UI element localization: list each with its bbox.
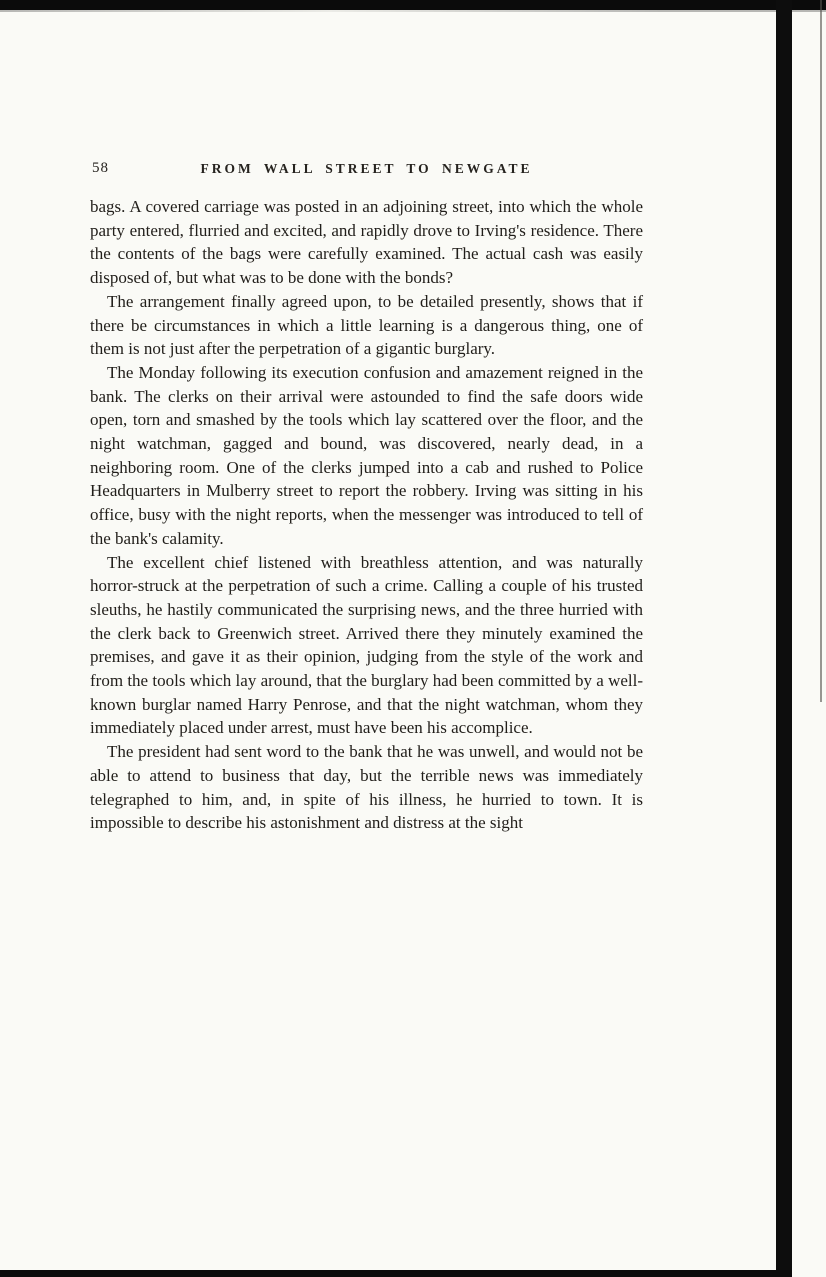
scan-edge-bottom [0, 1270, 792, 1277]
running-header [90, 158, 643, 180]
paragraph-3: The Monday following its execution confusion and amazement reigned in the bank. The clerks on their arrival were astounded to find the safe doors wide open, torn and smashed by the tools which lay scattered over the floor, and the night watchman, gagged and bound, was discovered, nearly dead, in a neighboring room. One of the clerks jumped into a cab and rushed to Police Headquarters in Mulberry street to report the robbery. Irving was sitting in his office, busy with the night reports, when the messenger was introduced to tell of the bank's calamity. [90, 362, 643, 548]
paragraph-4: The excellent chief listened with breathless attention, and was naturally horror-struck at the perpetration of such a crime. Calling a couple of his trusted sleuths, he hastily communicated the surprising news, and the three hurried with the clerk back to Greenwich street. Arrived there they minutely examined the premises, and gave it as their opinion, judging from the style of the work and from the tools which lay around, that the burglary had been committed by a well-known burglar named Harry Penrose, and that the night watchman, whom they immediately placed under arrest, must have been his accomplice. [90, 552, 643, 738]
page-text-block [90, 158, 643, 835]
paragraph-2: The arrangement finally agreed upon, to be detailed presently, shows that if there be circumstances in which a little learning is a dangerous thing, one of them is not just after the perpetration of a gigantic burglary. [90, 291, 643, 359]
header-title: FROM WALL STREET TO NEWGATE [200, 161, 533, 176]
scan-edge-top [0, 0, 826, 10]
paragraph-1: bags. A covered carriage was posted in an adjoining street, into which the whole party entered, flurried and excited, and rapidly drove to Irving's residence. There the contents of the bags were carefully examined. The actual cash was easily disposed of, but what was to be done with the bonds? [90, 197, 643, 288]
scan-edge-right-outer [820, 0, 822, 702]
body-text [90, 195, 643, 835]
page-number: 58 [92, 160, 109, 176]
paragraph-5: The president had sent word to the bank that he was unwell, and would not be able to attend to business that day, but the terrible news was immediately telegraphed to him, and, in spite of his illness, he hurried to town. It is impossible to describe his astonishment and distress at the sight [90, 742, 643, 833]
scan-edge-right [776, 0, 792, 1277]
